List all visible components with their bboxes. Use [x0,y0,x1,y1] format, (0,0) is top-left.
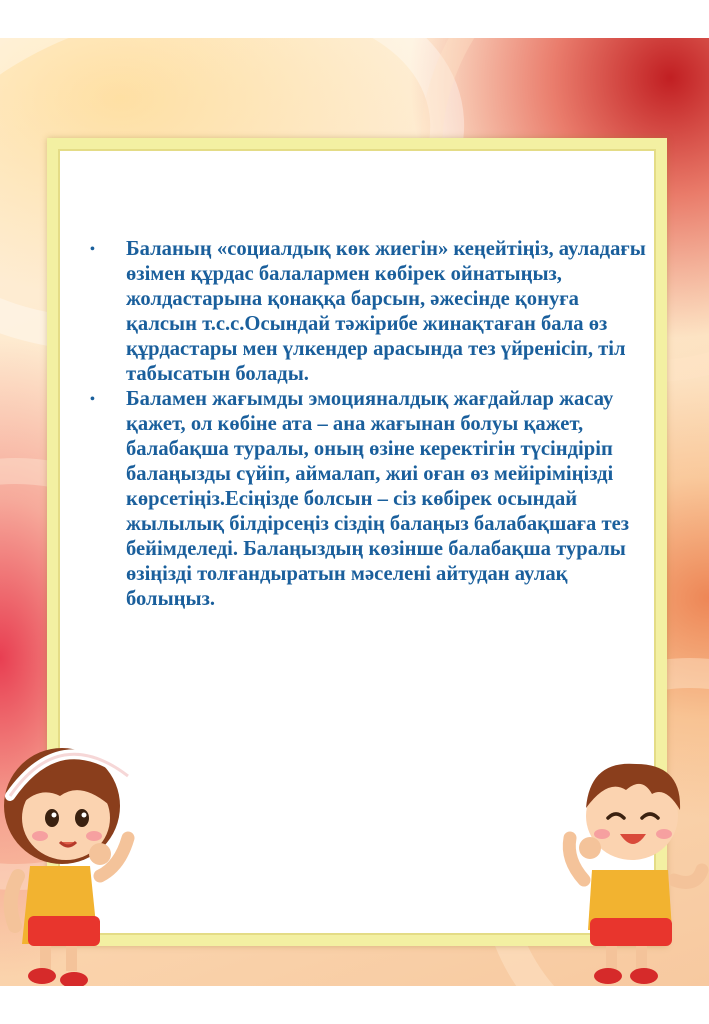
bullet-icon: • [90,392,95,407]
girl-cartoon [0,726,150,986]
list-item [88,387,648,612]
boy-cartoon [556,730,709,986]
bullet-list [88,237,648,612]
content-area [88,237,648,612]
list-item [88,237,648,387]
poster-background [0,38,709,986]
paragraph-text: Баланың «социалдық көк жиегін» кеңейтіңіз, ауладағы өзімен құрдас балалармен көбірек ойнатыңыз, жолдастарына қонаққа барсын, әжесінде қонуға қалсын т.с.с.Осындай тәжірибе жинақтаған бала өз құрдастары мен үлкендер арасында тез үйренісіп, тіл табысатын болады. [126,238,646,385]
bullet-icon: • [90,242,95,257]
paragraph-text: Баламен жағымды эмоцияналдық жағдайлар жасау қажет, ол көбіне ата – ана жағынан болуы қажет, балабақша туралы, оның өзіне керектігін түсіндіріп балаңызды сүйіп, аймалап, жиі оған өз мейіріміңізді көрсетіңіз.Есіңізде болсын – сіз көбірек осындай жылылық білдірсеңіз сіздің балаңыз балабақшаға тез бейімделеді. Балаңыздың көзінше балабақша туралы өзіңізді толғандыратын мәселені айтудан аулақ болыңыз. [126,388,630,610]
